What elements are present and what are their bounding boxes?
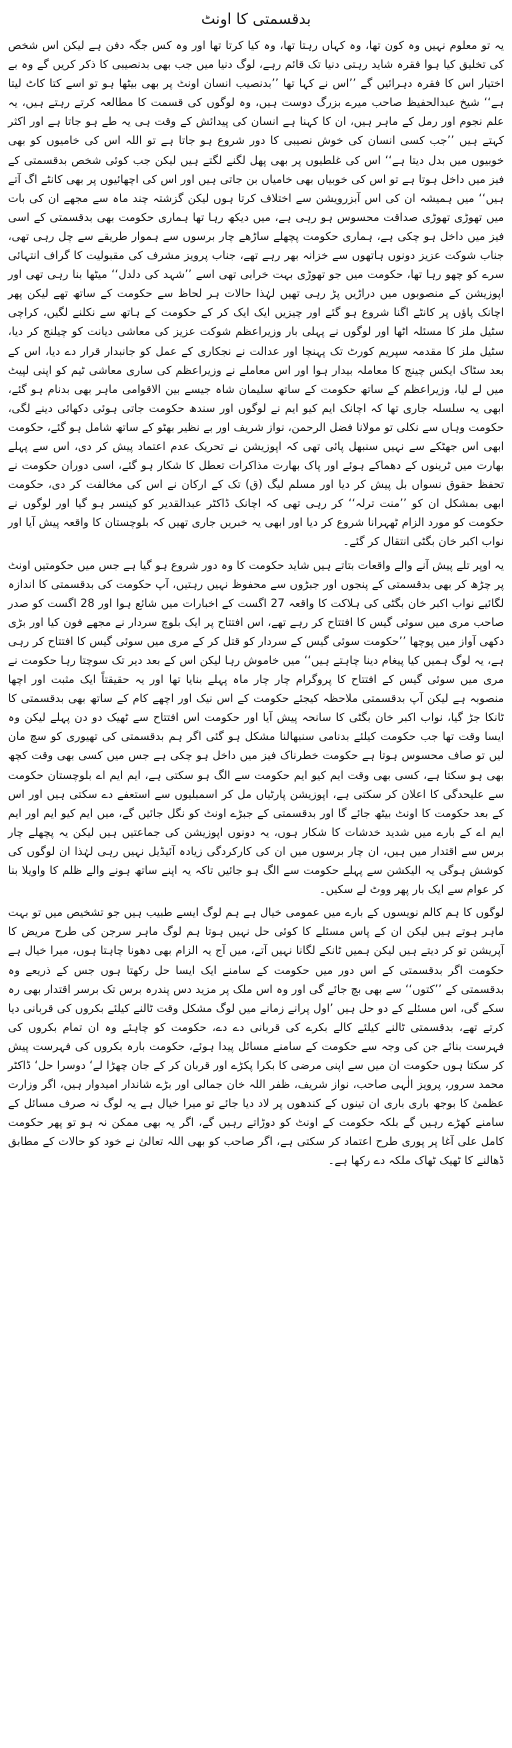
paragraph-1: یہ تو معلوم نہیں وہ کون تھا، وہ کہاں رہتا تھا، وہ کیا کرتا تھا اور وہ کس جگہ دفن ہے لیکن اس شخص کی تخلیق کیا ہوا فقرہ شاید رہتی دنیا تک قائم رہے، لوگ دنیا میں جب بھی بدنصیبی کا ذکر کریں گے وہ بے اختیار اس کا فقرہ دہرائیں گے ’’اس نے کہا تھا ’’بدنصیب انسان اونٹ پر بھی بیٹھا ہو تو اسے کتا کاٹ لیتا ہے‘‘ شیخ عبدالحفیظ صاحب میرے بزرگ دوست ہیں، وہ لوگوں کی قسمت کا مطالعہ کرتے رہتے ہیں، یہ علم نجوم اور رمل کے ماہر ہیں، ان کا کہنا ہے انسان کی پیدائش کے وقت ہی یہ طے ہو جاتا ہے اور اکثر کہتے ہیں ’’جب کسی انسان کی خوش نصیبی کا دور شروع ہو جاتا ہے تو اللہ اس کی خامیوں کو بھی خوبیوں میں بدل دیتا ہے‘‘ اس کی غلطیوں پر بھی پھل لگنے لگتے ہیں لیکن جب کوئی شخص بدقسمتی کے فیز میں داخل ہوتا ہے تو اس کی خوبیاں بھی خامیاں بن جاتی ہیں اور اس کی اچھائیوں پر بھی کانٹے اگ آتے ہیں‘‘ میں ہمیشہ ان کی اس آبزرویشن سے اختلاف کرتا ہوں لیکن گزشتہ چند ماہ سے مجھے ان کی بات میں تھوڑی تھوڑی صداقت محسوس ہو رہی ہے، میں دیکھ رہا تھا ہماری حکومت بھی بدقسمتی کے اسی فیز میں داخل ہو چکی ہے، ہماری حکومت پچھلے ساڑھے چار برسوں سے ہموار طریقے سے چل رہی تھی، جناب شوکت عزیز دونوں ہاتھوں سے خزانہ بھر رہے تھے، جناب پرویز مشرف کی مقبولیت کا گراف انتہائی سرے کو چھو رہا تھا، حکومت میں جو تھوڑی بہت خرابی تھی اسے ’’شہد کی دلدل‘‘ میٹھا بنا رہی تھی اور اپوزیشن کے منصوبوں میں دراڑیں پڑ رہی تھیں لہٰذا حالات ہر لحاظ سے حکومت کے ساتھ تھے لیکن پھر اچانک پاؤں پر کانٹے اگنا شروع ہو گئے اور چیزیں ایک ایک کر کے حکومت کے ہاتھ سے نکلنے لگیں، کراچی سٹیل ملز کا مسئلہ اٹھا اور لوگوں نے پہلی بار وزیراعظم شوکت عزیز کی معاشی دیانت کو چیلنج کر دیا، سٹیل ملز کا مقدمہ سپریم کورٹ تک پہنچا اور عدالت نے نجکاری کے عمل کو جانبدار قرار دے دیا، اس کے بعد سٹاک ایکس چینج کا معاملہ بیدار ہوا اور اس معاملے نے وزیراعظم کی ساری معاشی ٹیم کو اپنی لپیٹ میں لے لیا، وزیراعظم کے ساتھ حکومت کے ساتھ سلیمان شاہ جیسے بین الاقوامی ماہر بھی بدنام ہو گئے، ابھی یہ سلسلہ جاری تھا کہ اچانک ایم کیو ایم نے لوگوں اور سندھ حکومت جاتی ہوئی دکھائی دینے لگی، حکومت وہاں سے نکلی تو مولانا فضل الرحمن، نواز شریف اور بے نظیر بھٹو کے ساتھ شامل ہو گئے، حکومت ابھی اس جھٹکے سے نہیں سنبھل پائی تھی کہ اپوزیشن نے تحریک عدم اعتماد پیش کر دی، اس سے پہلے بھارت میں ٹرینوں کے دھماکے ہوئے اور پاک بھارت مذاکرات تعطل کا شکار ہو گئے، اسی دوران حکومت نے تحفظ حقوق نسواں بل پیش کر دیا اور مسلم لیگ (ق) تک کے ارکان نے اس کی مخالفت کر دی، حکومت ابھی بمشکل ان کو ’’منت ترلہ‘‘ کر رہی تھی کہ اچانک ڈاکٹر عبدالقدیر کو کینسر ہو گیا اور لوگوں نے حکومت کو مورد الزام ٹھہرانا شروع کر دیا اور ابھی یہ خبریں جاری تھیں کہ بلوچستان کا واقعہ پیش آیا اور نواب اکبر خان بگٹی انتقال کر گئے۔ (8, 39, 504, 549)
paragraph-2: یہ اوپر تلے پیش آنے والے واقعات بتاتے ہیں شاید حکومت کا وہ دور شروع ہو گیا ہے جس میں حکومتیں اونٹ پر چڑھ کر بھی بدقسمتی کے پنجوں اور جبڑوں سے محفوظ نہیں رہتیں، آپ حکومت کی بدقسمتی کا اندازہ لگائیے نواب اکبر خان بگٹی کی ہلاکت کا واقعہ 27 اگست کے اخبارات میں شائع ہوا اور 28 اگست کو صدر صاحب مری میں سوئی گیس کا افتتاح کر رہے تھے، اس افتتاح پر ایک بلوچ سردار نے مجھے فون کیا اور بڑی دکھی آواز میں پوچھا ’’حکومت سوئی گیس کے سردار کو قتل کر کے مری میں سوئی گیس کا افتتاح کر رہی ہے، یہ لوگ ہمیں کیا پیغام دینا چاہتے ہیں‘‘ میں خاموش رہا لیکن اس کے بعد دیر تک سوچتا رہا حکومت نے مری میں سوئی گیس کے افتتاح کا پروگرام چار چار ماہ پہلے بنایا تھا اور یہ حقیقتاً ایک مثبت اور اچھا منصوبہ ہے لیکن آپ بدقسمتی ملاحظہ کیجئے حکومت کے اس نیک اور اچھے کام کے ساتھ بھی بدقسمتی کا ٹانکا جڑ گیا، نواب اکبر خان بگٹی کا سانحہ پیش آیا اور حکومت اس افتتاح سے ٹھیک دو دن پہلے لیکن وہ ایسا وقت تھا جب حکومت کیلئے بدنامی سنبھالنا مشکل ہو گئی اگر ہم بدقسمتی کی تھیوری کو سچ مان لیں تو صاف محسوس ہوتا ہے حکومت خطرناک فیز میں داخل ہو چکی ہے جس میں کسی بھی وقت کچھ بھی ہو سکتا ہے، کسی بھی وقت ایم کیو ایم حکومت سے الگ ہو سکتی ہے، ایم ایم اے بلوچستان حکومت سے علیحدگی کا اعلان کر سکتی ہے، اپوزیشن پارٹیاں مل کر اسمبلیوں سے استعفے دے سکتی ہیں اور اس کے بعد حکومت کا اونٹ بیٹھ جائے گا اور بدقسمتی کے جبڑے اونٹ کو نگل جائیں گے، میں ایم کیو ایم اور ایم ایم اے کے بارے میں شدید خدشات کا شکار ہوں، یہ دونوں اپوزیشن کی جماعتیں ہیں لیکن یہ پچھلے چار برس سے اقتدار میں ہیں، ان چار برسوں میں ان کی کارکردگی زیادہ آئیڈیل نہیں رہی لہٰذا ان لوگوں کی کوشش ہوگی یہ الیکشن سے پہلے حکومت سے الگ ہو جائیں تاکہ یہ اپنے ساتھ ہونے والے ظلم کا واویلا بنا کر عوام سے ایک بار پھر ووٹ لے سکیں۔ (8, 558, 504, 897)
column-title: بدقسمتی کا اونٹ (201, 10, 311, 28)
paragraph-3: لوگوں کا ہم کالم نویسوں کے بارے میں عمومی خیال ہے ہم لوگ ایسے طبیب ہیں جو تشخیص میں تو بہت ماہر ہوتے ہیں لیکن ان کے پاس مسئلے کا کوئی حل نہیں ہوتا ہم لوگ ماہر سرجن کی طرح مریض کا آپریشن تو کر دیتے ہیں لیکن ہمیں ٹانکے لگانا نہیں آتے، میں آج یہ الزام بھی دھونا چاہتا ہوں، میرا خیال ہے حکومت اگر بدقسمتی کے اس دور میں حکومت کے سامنے ایک ایسا حل رکھتا ہوں جس کے ذریعے وہ بدقسمتی کے ’’کتوں‘‘ سے بھی بچ جائے گی اور وہ اس ملک پر مزید دس پندرہ برس تک برسر اقتدار بھی رہ سکے گی، اس مسئلے کے دو حل ہیں ’اول پرانے زمانے میں لوگ مشکل وقت ٹالنے کیلئے بکروں کی قربانی دیا کرتے تھے، بدقسمتی ٹالنے کیلئے کالے بکرے کی قربانی دے دے، حکومت کو چاہئے وہ ان تمام بکروں کی فہرست بنائے جن کی وجہ سے حکومت کے سامنے مسائل پیدا ہوئے، حکومت بارہ بکروں کی فہرست پیش کر سکتا ہوں حکومت ان میں سے اپنی مرضی کا بکرا پکڑے اور قربان کر کے جان چھڑا لے‘ دوسرا حل‘ ڈاکٹر محمد سرور، پرویز الٰہی صاحب، نواز شریف، ظفر اللہ خان جمالی اور بڑے شاندار امیدوار ہیں، اگر وزارت عظمیٰ کا بوجھ باری باری ان تینوں کے کندھوں پر لاد دیا جائے تو میرا خیال ہے یہ لوگ نہ صرف مسائل کے سامنے کھڑے رہیں گے بلکہ حکومت کے اونٹ کو دوڑاتے رہیں گے، اگر یہ بھی ممکن نہ ہو تو پھر حکومت کامل علی آغا پر پوری طرح اعتماد کر سکتی ہے، اگر صاحب کو بھی اللہ تعالیٰ نے خود کو حالات کے مطابق ڈھالنے کا ٹھیک ٹھاک ملکہ دے رکھا ہے۔ (8, 906, 504, 1168)
